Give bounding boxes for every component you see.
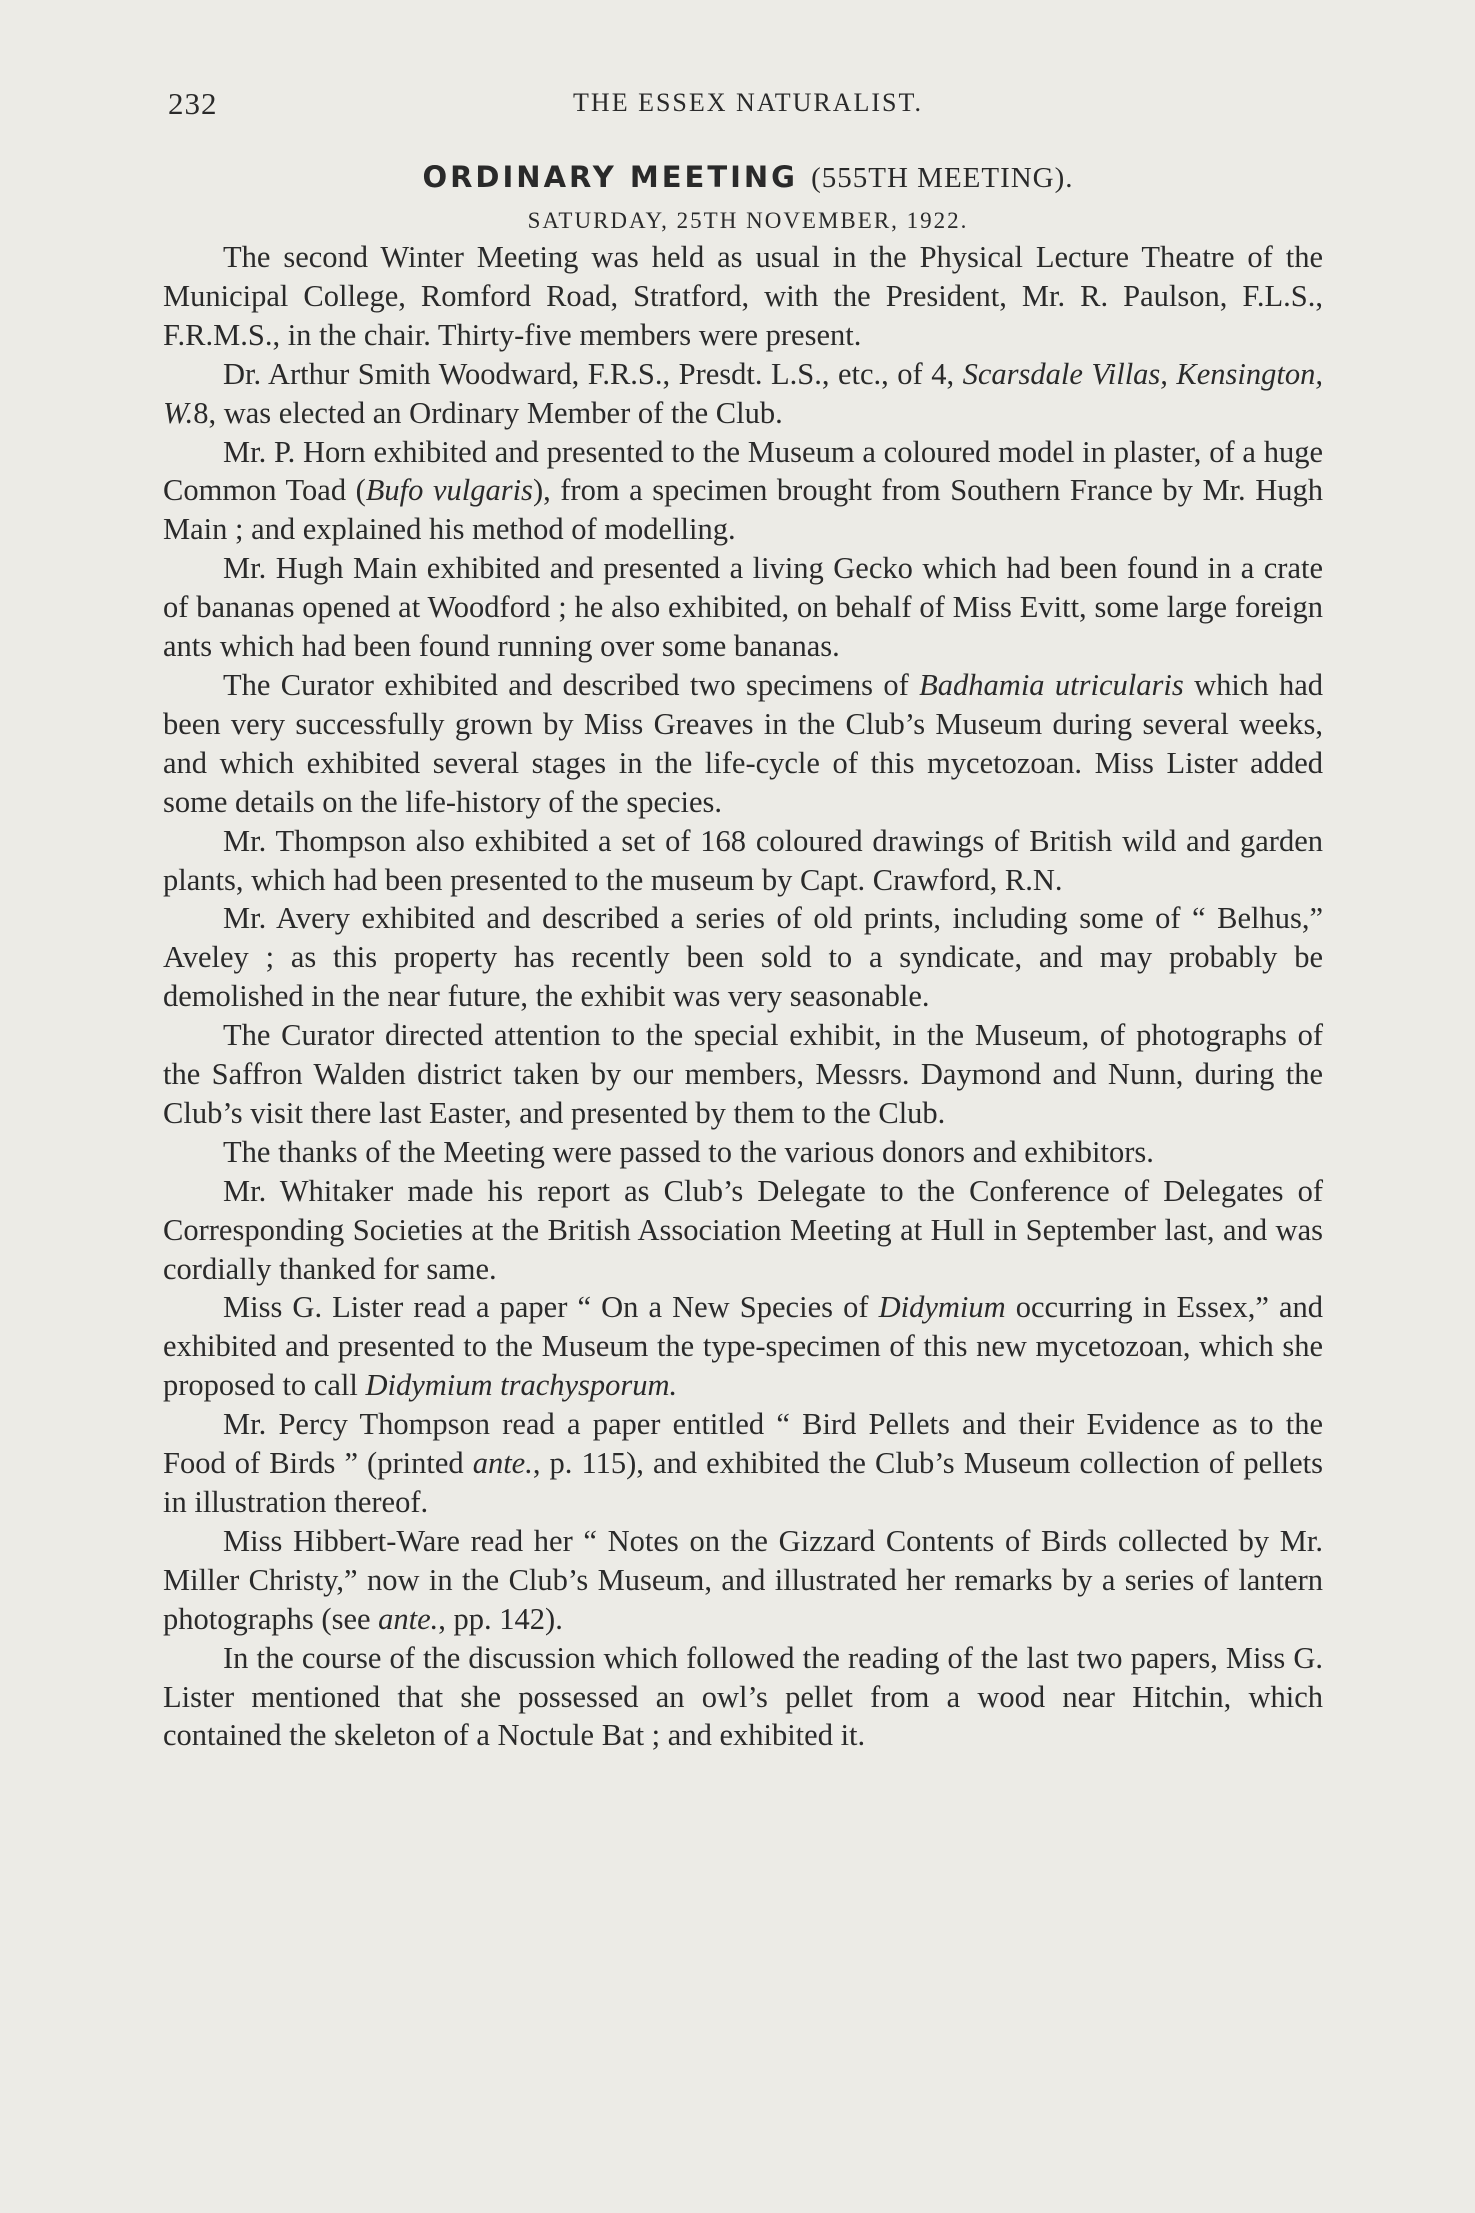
- meeting-date: SATURDAY, 25TH NOVEMBER, 1922.: [527, 208, 969, 233]
- meeting-title: [168, 160, 1328, 195]
- meeting-title-main: ORDINARY MEETING: [422, 160, 798, 194]
- paragraph: Mr. Percy Thompson read a paper entitled “ Bird Pellets and their Evidence as to the Food of Birds ” (printed ante., p. 115), and exhibited the Club’s Museum collection of pellets in illustration thereof.: [163, 1407, 1323, 1519]
- meeting-number: (555TH MEETING).: [811, 162, 1074, 194]
- paragraph: Dr. Arthur Smith Woodward, F.R.S., Presdt. L.S., etc., of 4, Scarsdale Villas, Kensington, W.8, was elected an Ordinary Member of the Club.: [163, 356, 1323, 430]
- paragraph: Mr. Avery exhibited and described a series of old prints, including some of “ Belhus,” Aveley ; as this property has recently been sold to a syndicate, and may probably be demolished in the near future, the exhibit was very seasonable.: [163, 901, 1323, 1014]
- paragraph: The second Winter Meeting was held as usual in the Physical Lecture Theatre of the Municipal College, Romford Road, Stratford, with the President, Mr. R. Paulson, F.L.S., F.R.M.S., in the chair. Thirty-five members were present.: [163, 240, 1323, 352]
- journal-title: THE ESSEX NATURALIST.: [573, 88, 923, 117]
- paragraph: The Curator exhibited and described two specimens of Badhamia utricularis which had been very successfully grown by Miss Greaves in the Club’s Museum during several weeks, and which exhibited several stages in the life-cycle of this mycetozoan. Miss Lister added some details on the life-history of the species.: [163, 667, 1324, 819]
- paragraph: Miss G. Lister read a paper “ On a New Species of Didymium occurring in Essex,” and exhibited and presented to the Museum the type-specimen of this new mycetozoan, which she proposed to call Didymium trachysporum.: [163, 1290, 1323, 1403]
- running-head: [168, 86, 1328, 126]
- paragraph: Mr. Thompson also exhibited a set of 168 coloured drawings of British wild and garden plants, which had been presented to the museum by Capt. Crawford, R.N.: [163, 823, 1323, 897]
- paragraph: The thanks of the Meeting were passed to the various donors and exhibitors.: [223, 1134, 1154, 1169]
- paragraph: The Curator directed attention to the special exhibit, in the Museum, of photographs of the Saffron Walden district taken by our members, Messrs. Daymond and Nunn, during the Club’s visit there last Easter, and presented by them to the Club.: [163, 1018, 1323, 1130]
- paragraph: In the course of the discussion which followed the reading of the last two papers, Miss G. Lister mentioned that she possessed an owl’s pellet from a wood near Hitchin, which contained the skeleton of a Noctule Bat ; and exhibited it.: [163, 1640, 1323, 1753]
- paragraph: Mr. Hugh Main exhibited and presented a living Gecko which had been found in a crate of bananas opened at Woodford ; he also exhibited, on behalf of Miss Evitt, some large foreign ants which had been found running over some bananas.: [163, 551, 1323, 664]
- minutes-body: [163, 238, 1323, 1755]
- paragraph: Miss Hibbert-Ware read her “ Notes on the Gizzard Contents of Birds collected by Mr. Miller Christy,” now in the Club’s Museum, and illustrated her remarks by a series of lantern photographs (see ante., pp. 142).: [163, 1523, 1323, 1636]
- paragraph: Mr. P. Horn exhibited and presented to the Museum a coloured model in plaster, of a huge Common Toad (Bufo vulgaris), from a specimen brought from Southern France by Mr. Hugh Main ; and explained his method of modelling.: [163, 434, 1324, 547]
- page-number: 232: [168, 86, 218, 121]
- paragraph: Mr. Whitaker made his report as Club’s Delegate to the Conference of Delegates of Corresponding Societies at the British Association Meeting at Hull in September last, and was cordially thanked for same.: [163, 1173, 1323, 1286]
